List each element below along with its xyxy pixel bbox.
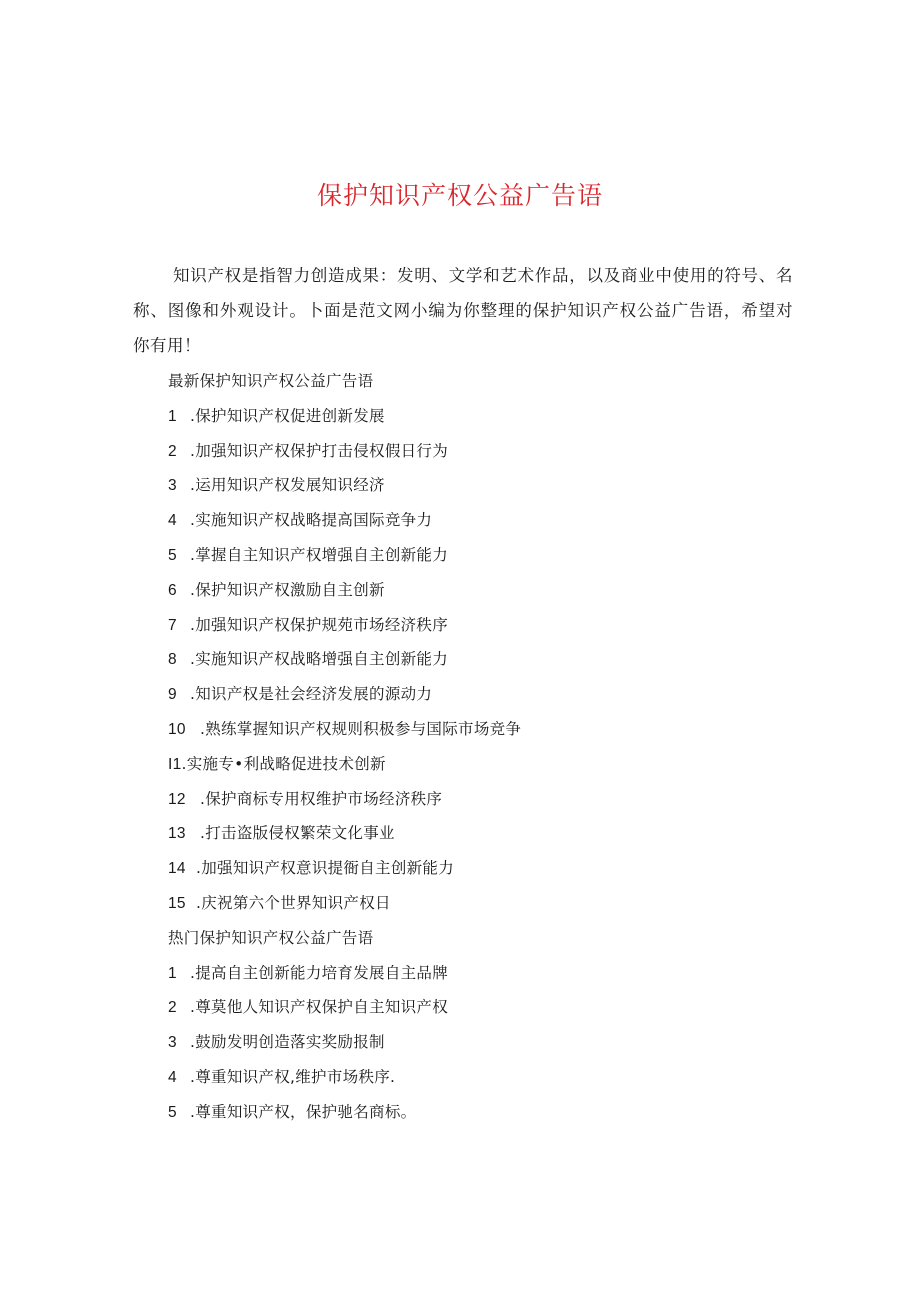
item-text: .打击盗版侵权繁荣文化事业 [200,824,395,843]
list-item [168,886,808,921]
list-item [168,434,808,469]
item-number: 4 [168,1068,177,1086]
item-number: 3 [168,477,177,495]
item-number: 8 [168,651,177,669]
item-text: .尊重知识产权，保护驰名商标。 [190,1102,417,1121]
item-number: 1 [168,964,177,982]
slogan-list [168,364,808,1130]
item-number: 13 [168,825,186,843]
item-text: .尊重知识产权,维护市场秩序. [190,1067,396,1086]
item-text: .提高自主创新能力培育发展自主品牌 [190,963,449,982]
item-text: .加强知识产权保护打击侵权假日行为 [190,441,449,460]
list-item [168,608,808,643]
list-item [168,816,808,851]
item-number: 14 [168,860,186,878]
item-text: .实施专•利战略促进技术创新 [181,754,386,773]
item-text: .实施知识产权战略提高国际竞争力 [190,511,433,530]
item-number: 2 [168,999,177,1017]
item-text: .掌握自主知识产权增强自主创新能力 [190,545,449,564]
list-item [168,956,808,991]
list-item [168,782,808,817]
item-text: .鼓励发明创造落实奖励报制 [190,1033,385,1052]
list-item [168,851,808,886]
list-item [168,677,808,712]
list-item [168,990,808,1025]
item-text: .运用知识产权发展知识经济 [190,476,385,495]
list-item [168,642,808,677]
item-text: .保护商标专用权维护市场经济秩序 [200,789,443,808]
item-number: 10 [168,720,186,738]
item-text: .加强知识产权意识提衙自主创新能力 [196,859,455,878]
item-text: .尊莫他人知识产权保护自主知识产权 [190,998,449,1017]
item-text: .保护知识产权促进创新发展 [190,406,385,425]
item-number: 9 [168,686,177,704]
item-text: .知识产权是社会经济发展的源动力 [190,685,433,704]
intro-paragraph: 知识产权是指智力创造成果：发明、文学和艺术作品，以及商业中使用的符号、名称、图像和外观设计。卜面是范文网小编为你整理的保护知识产权公益广告语，希望对你有用！ [133,266,793,355]
item-text: .庆祝第六个世界知识产权日 [196,893,391,912]
item-number: 15 [168,894,186,912]
item-text: .熟练掌握知识产权规则积极参与国际市场竞争 [200,719,522,738]
item-number: 3 [168,1034,177,1052]
list-item [168,573,808,608]
list-item [168,747,808,782]
item-number: 5 [168,1103,177,1121]
item-number: 1 [168,407,177,425]
list-item [168,468,808,503]
item-text: .实施知识产权战略增强自主创新能力 [190,650,449,669]
section-heading-popular: 热门保护知识产权公益广告语 [168,928,374,947]
page-title: 保护知识产权公益广告语 [316,181,603,210]
item-number: 4 [168,512,177,530]
list-item [168,538,808,573]
list-item [168,1025,808,1060]
list-item [168,503,808,538]
item-number: 5 [168,546,177,564]
item-number: 12 [168,790,186,808]
item-number: 2 [168,442,177,460]
item-text: .加强知识产权保护规苑市场经济秩序 [190,615,449,634]
list-item [168,712,808,747]
item-number: 7 [168,616,177,634]
section-heading-latest: 最新保护知识产权公益广告语 [168,372,374,390]
item-text: .保护知识产权激励自主创新 [190,580,385,599]
item-number: I1 [168,755,182,773]
list-item [168,1060,808,1095]
list-item [168,399,808,434]
item-number: 6 [168,581,177,599]
list-item [168,1095,808,1130]
